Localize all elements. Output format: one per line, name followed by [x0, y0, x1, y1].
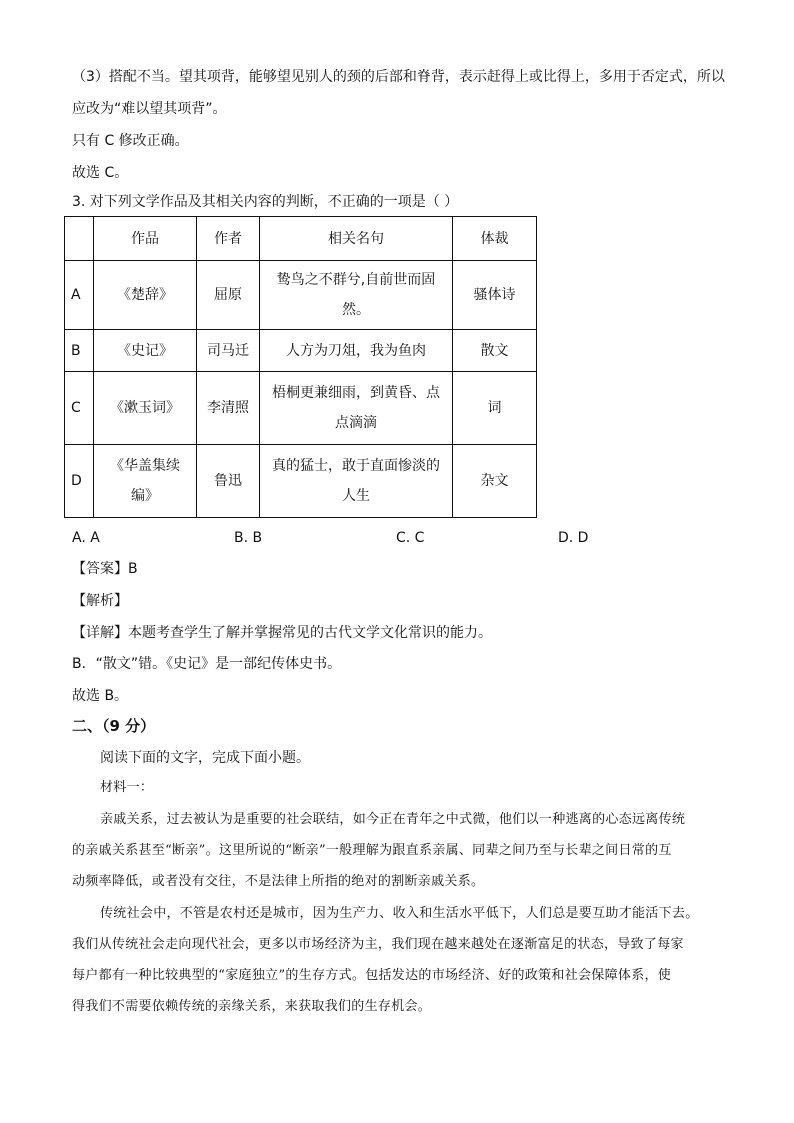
para2-line-3: 每户都有一种比较典型的“家庭独立”的生存方式。包括发达的市场经济、好的政策和社会保障体系，使: [72, 968, 672, 983]
prev-answer-line-1: （3）搭配不当。望其项背，能够望见别人的颈的后部和脊背，表示赶得上或比得上，多用于否定式，所以: [72, 69, 725, 85]
row-genre: 散文: [453, 330, 537, 372]
answer-line: 【答案】B: [72, 561, 138, 577]
row-letter: B: [65, 330, 94, 372]
table-row: [65, 330, 537, 372]
detail-line: 【详解】本题考查学生了解并掌握常见的古代文学文化常识的能力。: [72, 625, 492, 641]
row-work: 《史记》: [94, 330, 197, 372]
header-cell-genre: 体裁: [453, 217, 537, 261]
para2-line-1: 传统社会中，不管是农村还是城市，因为生产力、收入和生活水平低下，人们总是要互助才能活下去。: [100, 906, 699, 921]
row-author: 司马迁: [197, 330, 260, 372]
analysis-label: 【解析】: [72, 593, 128, 609]
row-work: 《漱玉词》: [94, 372, 197, 445]
table-header-row: [65, 217, 537, 261]
row-quote: 梧桐更兼细雨，到黄昏、点点滴滴: [260, 372, 453, 445]
option-b: B. B: [234, 530, 263, 546]
row-author: 李清照: [197, 372, 260, 445]
row-genre: 词: [453, 372, 537, 445]
header-cell-blank: [65, 217, 94, 261]
row-quote: 真的猛士，敢于直面惨淡的人生: [260, 445, 453, 518]
row-letter: A: [65, 261, 94, 330]
row-letter: C: [65, 372, 94, 445]
table-row: [65, 445, 537, 518]
explain-line: B．“散文”错。《史记》是一部纪传体史书。: [72, 656, 342, 672]
row-genre: 杂文: [453, 445, 537, 518]
para1-line-3: 动频率降低，或者没有交往，不是法律上所指的绝对的割断亲戚关系。: [72, 874, 485, 889]
row-quote: 人方为刀俎，我为鱼肉: [260, 330, 453, 372]
header-cell-work: 作品: [94, 217, 197, 261]
row-genre: 骚体诗: [453, 261, 537, 330]
row-work: 《楚辞》: [94, 261, 197, 330]
section-instruction: 阅读下面的文字，完成下面小题。: [100, 750, 310, 766]
prev-answer-line-3: 只有 C 修改正确。: [72, 133, 189, 149]
question-3-stem: 3. 对下列文学作品及其相关内容的判断，不正确的一项是（ ）: [72, 194, 459, 210]
prev-answer-line-2: 应改为“难以望其项背”。: [72, 101, 227, 117]
row-author: 屈原: [197, 261, 260, 330]
header-cell-quote: 相关名句: [260, 217, 453, 261]
para2-line-4: 得我们不需要依赖传统的亲缘关系，来获取我们的生存机会。: [72, 999, 432, 1014]
prev-answer-line-4: 故选 C。: [72, 165, 129, 181]
literature-table: [64, 216, 537, 518]
para1-line-1: 亲戚关系，过去被认为是重要的社会联结，如今正在青年之中式微，他们以一种逃离的心态远离传统: [100, 812, 686, 827]
material-label: 材料一：: [100, 780, 154, 795]
table-row: [65, 372, 537, 445]
row-work: 《华盖集续编》: [94, 445, 197, 518]
option-d: D. D: [558, 530, 589, 546]
table-row: [65, 261, 537, 330]
header-cell-author: 作者: [197, 217, 260, 261]
option-c: C. C: [396, 530, 425, 546]
para1-line-2: 的亲戚关系甚至“断亲”。这里所说的“断亲”一般理解为跟直系亲属、同辈之间乃至与长辈之间日常的互: [72, 843, 672, 858]
row-quote: 鸷鸟之不群兮,自前世而固然。: [260, 261, 453, 330]
option-a: A. A: [72, 530, 100, 546]
row-author: 鲁迅: [197, 445, 260, 518]
conclusion-line: 故选 B。: [72, 688, 129, 704]
row-letter: D: [65, 445, 94, 518]
para2-line-2: 我们从传统社会走向现代社会，更多以市场经济为主，我们现在越来越处在逐渐富足的状态，导致了每家: [72, 937, 684, 952]
section-heading: 二、（9 分）: [72, 717, 156, 735]
